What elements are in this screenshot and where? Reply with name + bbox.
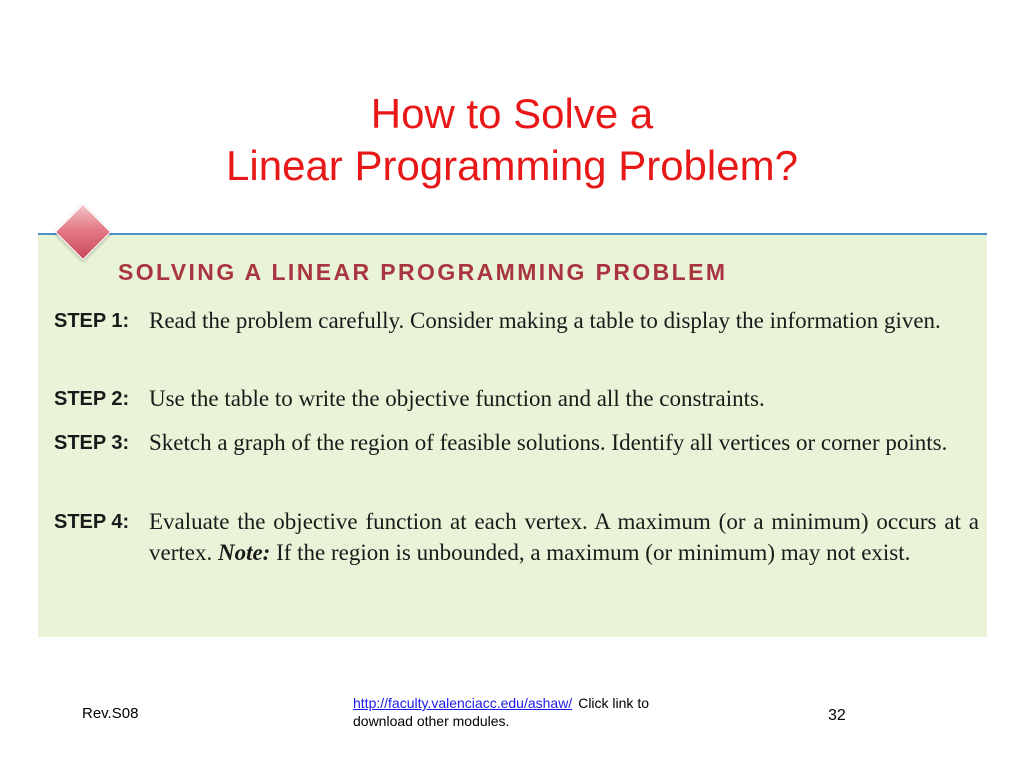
step-4-label: STEP 4: — [54, 511, 130, 533]
download-caption: Click link to download other modules. — [353, 695, 649, 729]
step-1 — [54, 305, 979, 337]
step-4-text-after-note: If the region is unbounded, a maximum (or minimum) may not exist. — [276, 540, 911, 565]
step-4-text-before-note: Evaluate the objective function at each vertex. A maximum (or a minimum) occurs at a vertex. — [149, 509, 979, 565]
modules-link[interactable]: http://faculty.valenciacc.edu/ashaw/ — [353, 695, 573, 711]
slide-title-line-1: How to Solve a — [370, 90, 654, 137]
step-1-text: Read the problem carefully. Consider making a table to display the information given. — [149, 308, 941, 333]
step-3 — [54, 427, 979, 459]
step-1-label: STEP 1: — [54, 310, 130, 332]
step-3-label: STEP 3: — [54, 432, 130, 454]
step-4 — [54, 506, 979, 568]
download-note — [353, 694, 683, 730]
slide-title-line-2: Linear Programming Problem? — [226, 142, 798, 189]
step-2-label: STEP 2: — [54, 388, 130, 410]
slide-title — [0, 88, 1024, 192]
step-4-note-label: Note: — [217, 540, 271, 565]
revision-label: Rev.S08 — [82, 705, 139, 722]
step-2 — [54, 383, 979, 415]
steps-box-heading: SOLVING A LINEAR PROGRAMMING PROBLEM — [118, 259, 728, 285]
step-4-text — [149, 506, 979, 568]
page-number: 32 — [828, 707, 846, 724]
steps-box — [38, 233, 987, 637]
step-3-text: Sketch a graph of the region of feasible solutions. Identify all vertices or corner points. — [149, 430, 948, 455]
step-2-text: Use the table to write the objective function and all the constraints. — [149, 386, 765, 411]
